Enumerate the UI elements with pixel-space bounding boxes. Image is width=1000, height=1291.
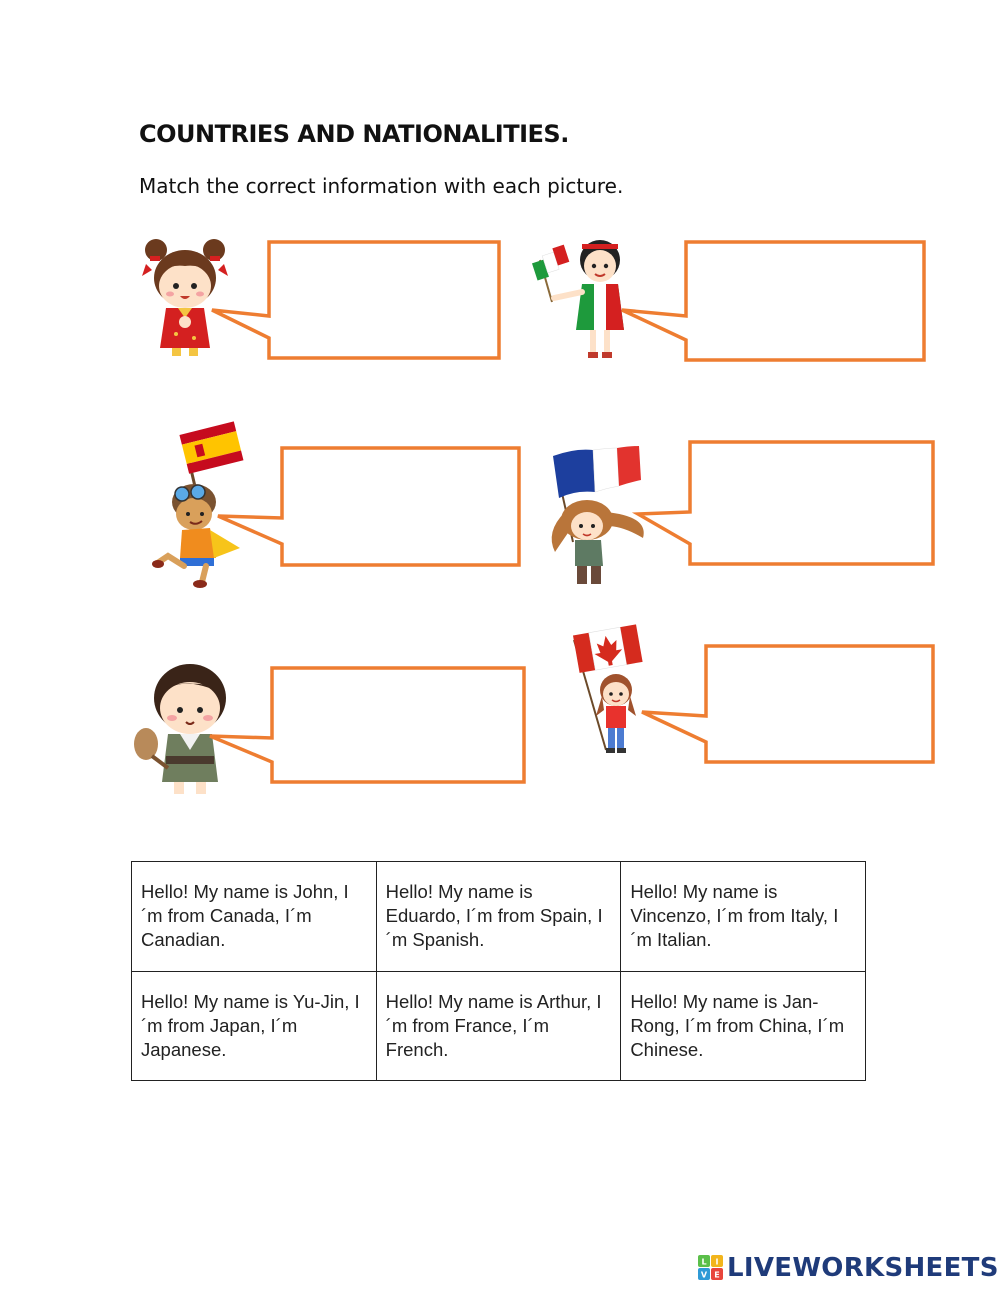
answer-drop-zone-5[interactable] [274, 668, 524, 782]
page-title: COUNTRIES AND NATIONALITIES. [139, 120, 569, 148]
answer-drop-zone-2[interactable] [688, 242, 924, 360]
liveworksheets-brand [698, 1253, 999, 1283]
statement-card[interactable]: Hello! My name is Jan-Rong, I´m from China, I´m Chinese. [621, 971, 866, 1081]
svg-text:L: L [701, 1257, 707, 1267]
svg-text:I: I [715, 1257, 719, 1267]
svg-text:E: E [714, 1270, 720, 1280]
brand-name: LIVEWORKSHEETS [727, 1253, 999, 1283]
answer-drop-zone-4[interactable] [692, 442, 934, 564]
answer-drop-zone-3[interactable] [284, 448, 519, 565]
statement-card[interactable]: Hello! My name is Eduardo, I´m from Spain, I´m Spanish. [376, 862, 621, 972]
liveworksheets-logo-icon [698, 1255, 724, 1281]
answer-drop-zone-1[interactable] [270, 242, 498, 358]
statements-table [131, 861, 866, 1081]
statement-card[interactable]: Hello! My name is Yu-Jin, I´m from Japan, I´m Japanese. [132, 971, 377, 1081]
table-row [132, 862, 866, 972]
instruction-text: Match the correct information with each picture. [139, 174, 624, 198]
statement-card[interactable]: Hello! My name is John, I´m from Canada, I´m Canadian. [132, 862, 377, 972]
statement-card[interactable]: Hello! My name is Vincenzo, I´m from Italy, I´m Italian. [621, 862, 866, 972]
answer-drop-zone-6[interactable] [708, 646, 934, 762]
svg-text:V: V [700, 1270, 708, 1280]
statement-card[interactable]: Hello! My name is Arthur, I´m from France, I´m French. [376, 971, 621, 1081]
table-row [132, 971, 866, 1081]
